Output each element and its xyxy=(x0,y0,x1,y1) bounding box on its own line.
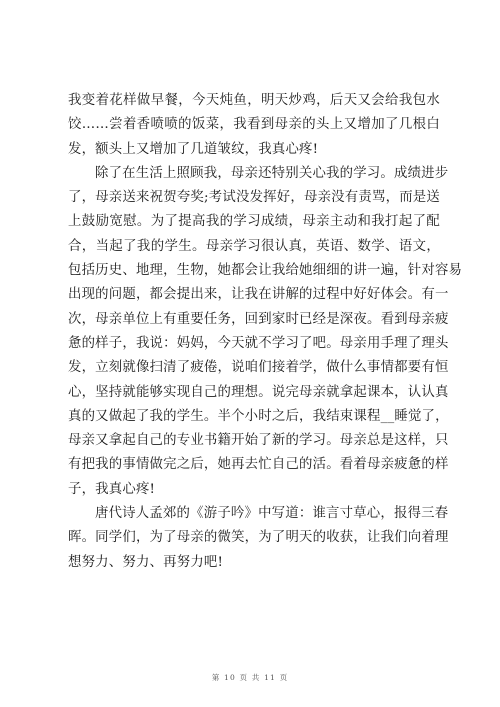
text-line: 我变着花样做早餐，今天炖鱼，明天炒鸡，后天又会给我包水 xyxy=(68,93,440,108)
text-line: 惫的样子，我说：妈妈，今天就不学习了吧。母亲用手理了理头 xyxy=(68,335,449,351)
text-line: 心，坚持就能够实现自己的理想。说完母亲就拿起课本，认认真 xyxy=(68,384,449,400)
text-line: 出现的问题，都会提出来，让我在讲解的过程中好好体会。有一 xyxy=(68,287,449,303)
text-line: 想努力、努力、再努力吧! xyxy=(68,554,224,570)
text-line: 有把我的事情做完之后，她再去忙自己的活。看着母亲疲惫的样 xyxy=(68,457,449,473)
text-line: 了，母亲送来祝贺夸奖;考试没发挥好，母亲没有责骂，而是送 xyxy=(68,190,440,206)
text-line: 发，立刻就像扫清了疲倦，说咱们接着学，做什么事情都要有恒 xyxy=(68,360,449,376)
text-line: 唐代诗人孟郊的《游子吟》中写道：谁言寸草心，报得三春 xyxy=(95,506,449,522)
document-body xyxy=(68,89,463,575)
paragraph-mother-study xyxy=(68,162,463,502)
text-line: 上鼓励宽慰。为了提高我的学习成绩，母亲主动和我打起了配 xyxy=(68,214,440,230)
text-line: 饺……尝着香喷喷的饭菜，我看到母亲的头上又增加了几根白 xyxy=(68,117,440,133)
text-line: 除了在生活上照顾我，母亲还特别关心我的学习。成绩进步 xyxy=(95,165,449,181)
paragraph-poem-closing xyxy=(68,502,449,575)
text-line: 晖。同学们，为了母亲的微笑，为了明天的收获，让我们向着理 xyxy=(68,530,449,546)
text-line: 包括历史、地理，生物，她都会让我给她细细的讲一遍，针对容易 xyxy=(68,263,463,279)
text-line: 子，我真心疼! xyxy=(68,481,156,497)
page-number-footer: 第 10 页 共 11 页 xyxy=(211,673,289,682)
text-line: 发，额头上又增加了几道皱纹，我真心疼! xyxy=(68,141,319,157)
text-line: 合，当起了我的学生。母亲学习很认真，英语、数学、语文， xyxy=(68,238,440,254)
text-line: 母亲又拿起自己的专业书籍开始了新的学习。母亲总是这样，只 xyxy=(68,433,449,449)
text-line: 次，母亲单位上有重要任务，回到家时已经是深夜。看到母亲疲 xyxy=(68,311,449,327)
text-line: 真的又做起了我的学生。半个小时之后，我结束课程__睡觉了， xyxy=(68,408,449,424)
paragraph-mother-cooking xyxy=(68,89,440,162)
